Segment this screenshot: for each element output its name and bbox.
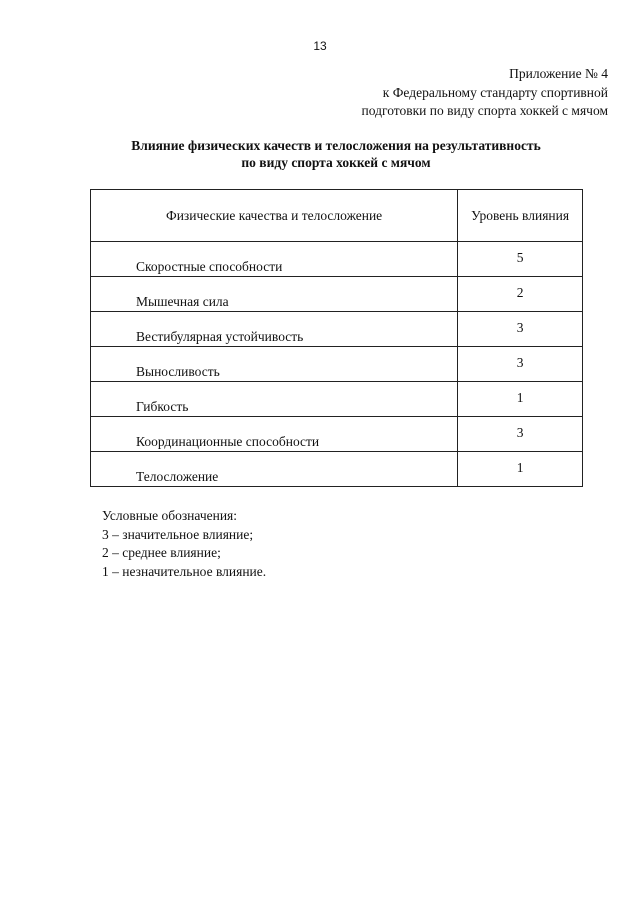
quality-cell xyxy=(91,277,458,312)
level-cell xyxy=(458,452,583,487)
quality-name: Телосложение xyxy=(136,469,219,484)
level-cell xyxy=(458,347,583,382)
document-title-line-1: Влияние физических качеств и телосложения на результативность xyxy=(131,138,541,153)
appendix-line-3: подготовки по виду спорта хоккей с мячом xyxy=(361,103,608,118)
page-number: 13 xyxy=(313,39,327,53)
quality-cell xyxy=(91,312,458,347)
quality-name: Скоростные способности xyxy=(136,259,283,274)
quality-level: 3 xyxy=(516,320,524,335)
quality-level: 5 xyxy=(516,250,524,265)
quality-name: Выносливость xyxy=(136,364,220,379)
quality-cell xyxy=(91,382,458,417)
quality-level: 3 xyxy=(516,355,524,370)
document-title-line-2: по виду спорта хоккей с мячом xyxy=(241,155,431,170)
legend xyxy=(102,507,266,581)
document-title xyxy=(0,137,640,171)
level-cell xyxy=(458,242,583,277)
quality-name: Мышечная сила xyxy=(136,294,229,309)
quality-cell xyxy=(91,452,458,487)
quality-level: 1 xyxy=(516,460,524,475)
header-quality: Физические качества и телосложение xyxy=(91,190,458,242)
legend-title: Условные обозначения: xyxy=(102,508,238,523)
table-row xyxy=(91,242,583,277)
quality-name: Вестибулярная устойчивость xyxy=(136,329,304,344)
quality-level: 2 xyxy=(516,285,524,300)
table-row xyxy=(91,417,583,452)
legend-item: 2 – среднее влияние; xyxy=(102,545,221,560)
table-header-row xyxy=(91,190,583,242)
table-row xyxy=(91,347,583,382)
level-cell xyxy=(458,382,583,417)
legend-item: 3 – значительное влияние; xyxy=(102,526,254,542)
table-row xyxy=(91,312,583,347)
legend-item: 1 – незначительное влияние. xyxy=(102,563,267,579)
quality-level: 3 xyxy=(516,425,524,440)
quality-name: Координационные способности xyxy=(136,434,320,449)
table-row xyxy=(91,382,583,417)
quality-cell xyxy=(91,347,458,382)
influence-table xyxy=(90,189,583,487)
table-row xyxy=(91,452,583,487)
quality-level: 1 xyxy=(516,390,524,405)
table-row xyxy=(91,277,583,312)
quality-cell xyxy=(91,417,458,452)
level-cell xyxy=(458,277,583,312)
appendix-line-2: к Федеральному стандарту спортивной xyxy=(382,84,608,100)
level-cell xyxy=(458,312,583,347)
quality-name: Гибкость xyxy=(136,399,189,414)
appendix-reference xyxy=(362,65,608,121)
appendix-line-1: Приложение № 4 xyxy=(509,66,608,81)
quality-cell xyxy=(91,242,458,277)
level-cell xyxy=(458,417,583,452)
header-level: Уровень влияния xyxy=(458,190,583,242)
